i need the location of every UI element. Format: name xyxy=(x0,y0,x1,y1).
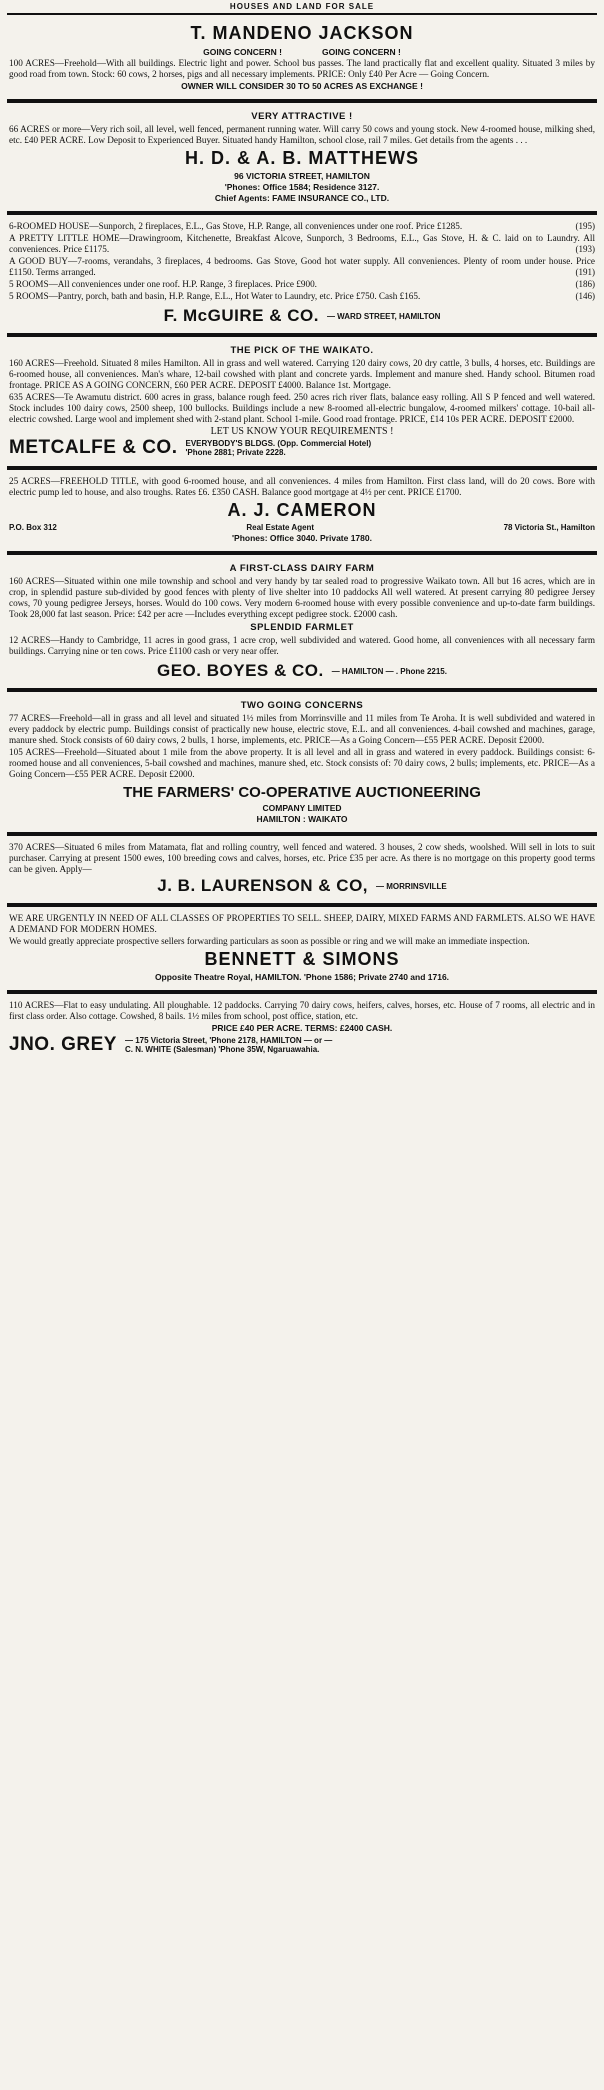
salesman-address: C. N. WHITE (Salesman) 'Phone 35W, Ngaruawahia. xyxy=(124,1045,320,1054)
newspaper-page xyxy=(7,0,597,1061)
divider xyxy=(7,13,597,15)
listing-item: 5 ROOMS—All conveniences under one roof. H.P. Range, 3 fireplaces. Price £900. (186) xyxy=(9,279,595,289)
divider xyxy=(7,211,597,215)
agent-subtitle: COMPANY LIMITED xyxy=(262,803,342,813)
agent-name: METCALFE & CO. xyxy=(9,437,178,458)
agent-address: 78 Victoria St., Hamilton xyxy=(503,523,595,532)
agent-address: — HAMILTON — . Phone 2215. xyxy=(331,666,447,676)
exchange-note: OWNER WILL CONSIDER 30 TO 50 ACRES AS EXCHANGE ! xyxy=(181,81,423,91)
ad-matthews xyxy=(7,105,597,209)
agent-role: Real Estate Agent xyxy=(246,523,315,532)
listing-text: 635 ACRES—Te Awamutu district. 600 acres in grass, balance rough feed. 250 acres rich river flats, balance easy rolling. All S P fenced and well watered. Stock includes 100 dairy cows, 2500 sheep, 100 bullocks. Buildings include a new 8-roomed all-electric bungalow, 4-roomed milkers' cottage. 10-bail all-electric cowshed. Large wool and implement shed with 2-stand plant. School 1-mile. Good road frontage. PRICE, £14 10s PER ACRE. DEPOSIT £2000. xyxy=(9,392,595,424)
listing-item: 5 ROOMS—Pantry, porch, bath and basin, H.P. Range, E.L., Hot Water to Laundry, etc. Price £750. Cash £165. (146) xyxy=(9,291,595,301)
ad-laurenson xyxy=(7,838,597,901)
requirements-note: LET US KNOW YOUR REQUIREMENTS ! xyxy=(210,426,394,437)
agent-address: — 175 Victoria Street, 'Phone 2178, HAMILTON — or — xyxy=(124,1036,333,1045)
ad-heading: A FIRST-CLASS DAIRY FARM xyxy=(229,563,375,574)
listing-text: 160 ACRES—Freehold. Situated 8 miles Hamilton. All in grass and well watered. Carrying 120 dairy cows, 20 dry cattle, 3 bulls, 4 horses, etc. Buildings are 6-roomed house, all conveniences. Man's whare, 12-bail cowshed with plant and concrete yards. Implement and manure shed. Handy school. Bitumen road frontage. PRICE AS A GOING CONCERN, £60 PER ACRE. DEPOSIT £4000. Balance 1st. Mortgage. xyxy=(9,358,595,390)
divider xyxy=(7,903,597,907)
agent-name: THE FARMERS' CO-OPERATIVE AUCTIONEERING xyxy=(123,784,481,801)
agent-address: EVERYBODY'S BLDGS. (Opp. Commercial Hotel) xyxy=(185,439,372,448)
agent-name: H. D. & A. B. MATTHEWS xyxy=(185,148,419,168)
divider xyxy=(7,99,597,103)
listing-text: 100 ACRES—Freehold—With all buildings. Electric light and power. School bus passes. The land practically flat and excellent quality. Situated 3 miles by good road from town. Stock: 60 cows, 2 horses, pigs and all necessary implements. PRICE: Only £40 Per Acre — Going Concern. xyxy=(9,58,595,79)
listing-text: 77 ACRES—Freehold—all in grass and all level and situated 1½ miles from Morrinsville and 11 miles from Te Aroha. It is well subdivided and watered in every paddock by electric pump. Buildings consist of practically new house, electric stove, E.L. and all conveniences. 4-bail cowshed and machines, garage, manure shed. Stock consists of 60 dairy cows, 2 bulls, 1 horse, implements, etc. PRICE—As a Going Concern—£55 PER ACRE. Deposit £2000. xyxy=(9,713,595,745)
divider xyxy=(7,990,597,994)
listing-item: 6-ROOMED HOUSE—Sunporch, 2 fireplaces, E.L., Gas Stove, H.P. Range, all conveniences under one roof. Price £1285. (195) xyxy=(9,221,595,231)
listing-item: A GOOD BUY—7-rooms, verandahs, 3 fireplaces, 4 bedrooms. Gas Stove, Good hot water supply. All conveniences. Plenty of room under house. Price £1150. Terms arranged. (191) xyxy=(9,256,595,277)
divider xyxy=(7,333,597,337)
agent-address: 96 VICTORIA STREET, HAMILTON xyxy=(234,171,370,181)
po-box: P.O. Box 312 xyxy=(9,523,57,532)
agent-place: HAMILTON : WAIKATO xyxy=(256,814,348,824)
ad-heading: TWO GOING CONCERNS xyxy=(240,700,364,711)
agent-address: Opposite Theatre Royal, HAMILTON. 'Phone 1586; Private 2740 and 1716. xyxy=(154,972,450,982)
listing-text: 12 ACRES—Handy to Cambridge, 11 acres in good grass, 1 acre crop, well subdivided and watered. Good home, all conveniences with all necessary farm buildings. Carrying nine or ten cows. Price £1100 cash or very near offer. xyxy=(9,635,595,656)
listing-text: 110 ACRES—Flat to easy undulating. All ploughable. 12 paddocks. Carrying 70 dairy cows, heifers, calves, horses, etc. House of 7 rooms, all electric and in first class order. Also cottage. Cowshed, 8 bails. 1½ miles from school, post office, station, etc. xyxy=(9,1000,595,1021)
agent-address: — MORRINSVILLE xyxy=(376,881,447,891)
listing-text: We would greatly appreciate prospective sellers forwarding particulars as soon as possible or ring and we will make an immediate inspection. xyxy=(9,936,530,946)
agent-name: T. MANDENO JACKSON xyxy=(190,23,414,43)
ad-mcguire xyxy=(7,217,597,331)
listing-text: 370 ACRES—Situated 6 miles from Matamata, flat and rolling country, well fenced and watered. 3 houses, 2 cow sheds, woolshed. Will sell in lots to suit purchaser. Carrying at present 1500 ewes, 100 breeding cows and calves, horses, etc. Price £35 per acre. As there is no mortgage on this property good terms can be given. Apply— xyxy=(9,842,595,874)
divider xyxy=(7,551,597,555)
listing-item: A PRETTY LITTLE HOME—Drawingroom, Kitchenette, Breakfast Alcove, Sunporch, 3 Bedrooms, E.L., Gas Stove, H. & C. laid on to Laundry. All conveniences. Price £1175. (193) xyxy=(9,233,595,254)
tag-left: GOING CONCERN ! xyxy=(203,47,282,57)
agent-phones: 'Phone 2881; Private 2228. xyxy=(185,448,286,457)
agent-name: BENNETT & SIMONS xyxy=(204,949,400,969)
divider xyxy=(7,466,597,470)
price-terms: PRICE £40 PER ACRE. TERMS: £2400 CASH. xyxy=(211,1023,393,1033)
ad-heading: THE PICK OF THE WAIKATO. xyxy=(230,345,374,356)
agent-name: F. McGUIRE & CO. xyxy=(163,306,319,325)
ad-cameron xyxy=(7,472,597,549)
listing-text: 66 ACRES or more—Very rich soil, all level, well fenced, permanent running water. Will carry 50 cows and young stock. New 4-roomed house, milking shed, etc. £40 PER ACRE. Low Deposit to Experienced Buyer. Situated handy Hamilton, school close, rail 7 miles. Get details from the agents . . . xyxy=(9,124,595,145)
agent-name: A. J. CAMERON xyxy=(227,500,377,520)
ad-bennett-simons xyxy=(7,909,597,988)
ad-subheading: SPLENDID FARMLET xyxy=(250,622,354,633)
divider xyxy=(7,832,597,836)
divider xyxy=(7,688,597,692)
agent-address: — WARD STREET, HAMILTON xyxy=(326,311,441,321)
agent-name: JNO. GREY xyxy=(9,1034,117,1055)
chief-agents: Chief Agents: FAME INSURANCE CO., LTD. xyxy=(214,193,390,203)
ad-heading: VERY ATTRACTIVE ! xyxy=(251,111,353,122)
ad-farmers-cooperative xyxy=(7,694,597,830)
section-title: HOUSES AND LAND FOR SALE xyxy=(229,2,375,11)
agent-phones: 'Phones: Office 1584; Residence 3127. xyxy=(224,182,380,192)
ad-boyes xyxy=(7,557,597,686)
tag-right: GOING CONCERN ! xyxy=(322,47,401,57)
agent-name: J. B. LAURENSON & CO, xyxy=(157,876,369,895)
listing-text: WE ARE URGENTLY IN NEED OF ALL CLASSES OF PROPERTIES TO SELL. SHEEP, DAIRY, MIXED FARMS AND FARMLETS. ALSO WE HAVE A DEMAND FOR MODERN HOMES. xyxy=(9,913,595,934)
listing-text: 105 ACRES—Freehold—Situated about 1 mile from the above property. It is all level and all in grass and watered in every paddock. Buildings consist: 6-roomed house and all conveniences, 5-bail cowshed and machines, manure shed, etc. Stock consists of: 70 dairy cows, 2 bulls; implements, etc. PRICE—As a Going Concern—£55 PER ACRE. Deposit £2000. xyxy=(9,747,595,779)
listing-text: 25 ACRES—FREEHOLD TITLE, with good 6-roomed house, and all conveniences. 4 miles from Hamilton. First class land, will do 20 cows. Bore with electric pump led to house, and also troughs. Rates £6. £350 CASH. Balance good mortgage at 4½ per cent. PRICE £1700. xyxy=(9,476,595,497)
agent-phones: 'Phones: Office 3040. Private 1780. xyxy=(232,533,372,543)
ad-mandeno-jackson xyxy=(7,17,597,97)
listing-text: 160 ACRES—Situated within one mile township and school and very handy by tar sealed road to progressive Waikato town. All but 16 acres, which are in crop, in splendid pasture sub-divided by good fences with plenty of live shelter into 10 paddocks All well watered. At present carrying 80 pedigree Jersey cows, 70 young pedigree Jerseys, horses. Would do 100 cows. Very modern 6-roomed house with every possible convenience and up-to-date farm buildings. Took 28,000 fat last season. Price: £42 per acre —Includes everything except pedigree stock. £2000 cash. xyxy=(9,576,595,619)
ad-metcalfe xyxy=(7,339,597,464)
ad-grey xyxy=(7,996,597,1061)
agent-name: GEO. BOYES & CO. xyxy=(157,661,324,680)
